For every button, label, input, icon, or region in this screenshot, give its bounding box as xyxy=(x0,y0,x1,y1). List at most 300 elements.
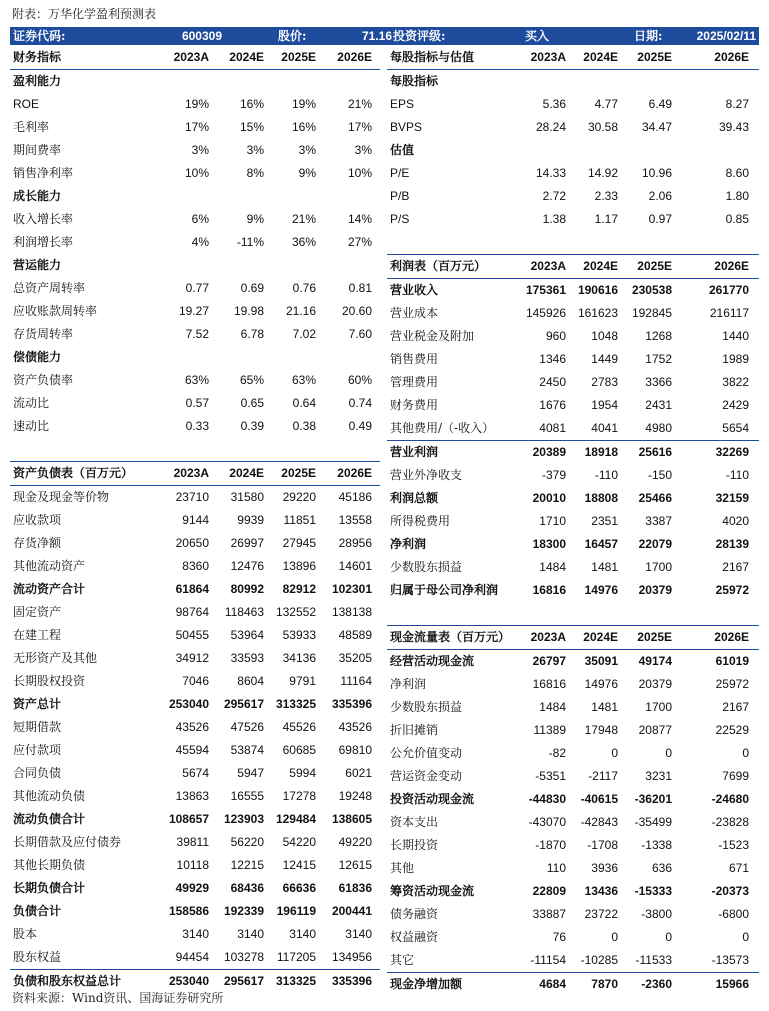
cell-value: -23828 xyxy=(711,815,749,829)
cell-value: 2025E xyxy=(637,630,672,644)
table-row xyxy=(10,438,380,461)
cell-value: 295617 xyxy=(223,974,264,988)
row-label: 收入增长率 xyxy=(13,212,74,226)
cell-value: 3822 xyxy=(722,375,749,389)
cell-value: 21.16 xyxy=(285,304,316,318)
table-row xyxy=(10,70,380,93)
row-label: 流动比 xyxy=(13,396,50,410)
cell-value: 2167 xyxy=(722,560,749,574)
header-bar xyxy=(10,27,759,45)
cell-value: 9791 xyxy=(289,674,316,688)
cell-value: -3800 xyxy=(641,907,672,921)
cell-value: 2025E xyxy=(281,50,316,64)
table-row xyxy=(387,487,759,510)
cell-value: 0.77 xyxy=(185,281,209,295)
table-row xyxy=(10,231,380,254)
cell-value: 313325 xyxy=(275,974,316,988)
cell-value: 145926 xyxy=(525,306,566,320)
cell-value: 3366 xyxy=(645,375,672,389)
cell-value: 118463 xyxy=(224,605,264,619)
cell-value: 200441 xyxy=(331,904,372,918)
cell-value: 0.38 xyxy=(292,419,316,433)
cell-value: 53964 xyxy=(230,628,264,642)
row-label: 在建工程 xyxy=(13,628,62,642)
table-header-row xyxy=(387,625,759,650)
cell-value: 0.81 xyxy=(348,281,372,295)
cell-value: 3% xyxy=(246,143,264,157)
row-label: 其他 xyxy=(390,861,415,875)
table-row xyxy=(387,788,759,811)
row-label: 所得税费用 xyxy=(390,514,451,528)
cell-value: 102301 xyxy=(331,582,372,596)
cell-value: 13863 xyxy=(175,789,209,803)
cell-value: 66636 xyxy=(282,881,316,895)
cell-value: 28139 xyxy=(715,537,749,551)
cell-value: 18808 xyxy=(584,491,618,505)
cell-value: 134956 xyxy=(331,950,372,964)
cell-value: 6.49 xyxy=(648,97,672,111)
row-label: 现金净增加额 xyxy=(390,977,463,991)
cell-value: 27% xyxy=(347,235,372,249)
cell-value: 2429 xyxy=(722,398,749,412)
table-row xyxy=(387,116,759,139)
table-row xyxy=(10,693,380,716)
cell-value: 17948 xyxy=(584,723,618,737)
table-row xyxy=(10,93,380,116)
row-label: 营业外净收支 xyxy=(390,468,463,482)
cell-value: 12415 xyxy=(282,858,316,872)
cell-value: 1268 xyxy=(645,329,672,343)
cell-value: 0.76 xyxy=(292,281,316,295)
cell-value: -1708 xyxy=(587,838,618,852)
cell-value: 295617 xyxy=(223,697,264,711)
cell-value: 138605 xyxy=(331,812,372,826)
cell-value: 2.72 xyxy=(542,189,566,203)
cell-value: 3% xyxy=(298,143,316,157)
cell-value: 19.27 xyxy=(178,304,209,318)
cell-value: 22809 xyxy=(532,884,566,898)
row-label: 利润表（百万元） xyxy=(390,259,487,273)
row-label: 少数股东损益 xyxy=(390,700,463,714)
row-label: 固定资产 xyxy=(13,605,62,619)
row-label: 权益融资 xyxy=(390,930,439,944)
cell-value: 25972 xyxy=(715,677,749,691)
cell-value: 19% xyxy=(184,97,209,111)
cell-value: 158586 xyxy=(168,904,209,918)
cell-value: 16816 xyxy=(532,583,566,597)
cell-value: -11533 xyxy=(635,953,672,967)
table-row xyxy=(10,900,380,923)
cell-value: 2351 xyxy=(591,514,618,528)
row-label: 应收账款周转率 xyxy=(13,304,98,318)
row-label: 无形资产及其他 xyxy=(13,651,98,665)
cell-value: 2783 xyxy=(591,375,618,389)
cell-value: 26997 xyxy=(230,536,264,550)
table-row xyxy=(387,533,759,556)
cell-value: 43526 xyxy=(175,720,209,734)
cell-value: 17% xyxy=(347,120,372,134)
cell-value: 13436 xyxy=(584,884,618,898)
cell-value: 4% xyxy=(191,235,209,249)
row-label: 其他长期负债 xyxy=(13,858,86,872)
cell-value: 47526 xyxy=(230,720,264,734)
cell-value: 103278 xyxy=(223,950,264,964)
table-row xyxy=(10,532,380,555)
cell-value: 335396 xyxy=(331,974,372,988)
table-header-row xyxy=(10,46,380,70)
cell-value: 4020 xyxy=(722,514,749,528)
cell-value: 253040 xyxy=(168,974,209,988)
cell-value: 0 xyxy=(611,930,618,944)
cell-value: 54220 xyxy=(282,835,316,849)
row-label: 存货周转率 xyxy=(13,327,74,341)
row-label: 毛利率 xyxy=(13,120,50,134)
cell-value: 63% xyxy=(184,373,209,387)
cell-value: 20.60 xyxy=(341,304,372,318)
cell-value: 2026E xyxy=(714,50,749,64)
cell-value: 0.74 xyxy=(348,396,372,410)
cell-value: 39.43 xyxy=(718,120,749,134)
cell-value: 21% xyxy=(347,97,372,111)
row-label: 利润总额 xyxy=(390,491,439,505)
cell-value: 0.69 xyxy=(240,281,264,295)
row-label: 营业税金及附加 xyxy=(390,329,475,343)
cell-value: 53874 xyxy=(230,743,264,757)
cell-value: 17278 xyxy=(282,789,316,803)
cell-value: 2025E xyxy=(281,466,316,480)
table-row xyxy=(387,279,759,302)
cell-value: 16% xyxy=(291,120,316,134)
cell-value: 2024E xyxy=(229,50,264,64)
cell-value: -379 xyxy=(541,468,566,482)
table-header-row xyxy=(387,254,759,279)
cell-value: 671 xyxy=(728,861,749,875)
cell-value: 49174 xyxy=(638,654,672,668)
cell-value: 2024E xyxy=(583,259,618,273)
cell-value: 6021 xyxy=(345,766,372,780)
table-row xyxy=(387,70,759,93)
cell-value: 1.80 xyxy=(725,189,749,203)
row-label: 少数股东损益 xyxy=(390,560,463,574)
cell-value: 0 xyxy=(742,746,749,760)
cell-value: 1676 xyxy=(539,398,566,412)
cell-value: 196119 xyxy=(276,904,316,918)
cell-value: 76 xyxy=(552,930,566,944)
row-label: 资产负债率 xyxy=(13,373,74,387)
cell-value: 30.58 xyxy=(587,120,618,134)
row-label: 流动资产合计 xyxy=(13,582,86,596)
row-label: 折旧摊销 xyxy=(390,723,439,737)
table-row xyxy=(387,325,759,348)
cell-value: 2024E xyxy=(583,50,618,64)
row-label: 偿债能力 xyxy=(13,350,62,364)
cell-value: 25466 xyxy=(638,491,672,505)
row-label: 销售净利率 xyxy=(13,166,74,180)
cell-value: 25616 xyxy=(638,445,672,459)
cell-value: 0 xyxy=(611,746,618,760)
row-label: 负债合计 xyxy=(13,904,62,918)
table-row xyxy=(10,415,380,438)
cell-value: 1710 xyxy=(539,514,566,528)
cell-value: -36201 xyxy=(634,792,672,806)
cell-value: 2023A xyxy=(530,630,566,644)
cell-value: 15% xyxy=(239,120,264,134)
cell-value: 33593 xyxy=(230,651,264,665)
table-row xyxy=(387,857,759,880)
cell-value: 19.98 xyxy=(233,304,264,318)
cell-value: 190616 xyxy=(577,283,618,297)
cell-value: 2025E xyxy=(637,50,672,64)
cell-value: 60685 xyxy=(282,743,316,757)
cell-value: 161623 xyxy=(577,306,618,320)
cell-value: -40615 xyxy=(580,792,618,806)
table-row xyxy=(387,579,759,602)
cell-value: 110 xyxy=(546,861,566,875)
cell-value: 1449 xyxy=(591,352,618,366)
cell-value: 1700 xyxy=(645,700,672,714)
row-label: 其它 xyxy=(390,953,415,967)
cell-value: 11851 xyxy=(283,513,316,527)
table-row xyxy=(387,650,759,673)
cell-value: 45186 xyxy=(338,490,372,504)
cell-value: 11164 xyxy=(340,674,372,688)
table-row xyxy=(387,673,759,696)
cell-value: 253040 xyxy=(168,697,209,711)
table-row xyxy=(10,854,380,877)
cell-value: 63% xyxy=(291,373,316,387)
cell-value: 16555 xyxy=(230,789,264,803)
source-note: 资料来源：Wind资讯、国海证券研究所 xyxy=(12,991,224,1005)
cell-value: 2024E xyxy=(229,466,264,480)
row-label: 现金及现金等价物 xyxy=(13,490,110,504)
cell-value: 35091 xyxy=(584,654,618,668)
row-label: 短期借款 xyxy=(13,720,62,734)
cell-value: 4041 xyxy=(591,421,618,435)
table-row xyxy=(387,208,759,231)
cell-value: 45526 xyxy=(282,720,316,734)
cell-value: 3140 xyxy=(237,927,264,941)
cell-value: 2026E xyxy=(714,259,749,273)
cell-value: 3% xyxy=(354,143,372,157)
cell-value: -11% xyxy=(236,235,264,249)
cell-value: 19248 xyxy=(338,789,372,803)
cell-value: -24680 xyxy=(711,792,749,806)
cell-value: 5654 xyxy=(722,421,749,435)
cell-value: 6.78 xyxy=(240,327,264,341)
cell-value: 2026E xyxy=(337,466,372,480)
cell-value: 2431 xyxy=(645,398,672,412)
cell-value: 39811 xyxy=(176,835,209,849)
row-label: 利润增长率 xyxy=(13,235,74,249)
row-label: 每股指标与估值 xyxy=(390,50,475,64)
table-row xyxy=(387,949,759,972)
cell-value: 31580 xyxy=(230,490,264,504)
cell-value: 23710 xyxy=(175,490,209,504)
cell-value: 82912 xyxy=(282,582,316,596)
cell-value: 4081 xyxy=(539,421,566,435)
cell-value: 5.36 xyxy=(542,97,566,111)
cell-value: 0.57 xyxy=(185,396,209,410)
cell-value: 2026E xyxy=(714,630,749,644)
cell-value: 1752 xyxy=(645,352,672,366)
table-row xyxy=(387,834,759,857)
cell-value: 20010 xyxy=(532,491,566,505)
table-row xyxy=(10,509,380,532)
table-row xyxy=(387,811,759,834)
cell-value: 14.33 xyxy=(535,166,566,180)
cell-value: 32159 xyxy=(715,491,749,505)
table-row xyxy=(387,556,759,579)
row-label: 流动负债合计 xyxy=(13,812,86,826)
row-label: 总资产周转率 xyxy=(13,281,86,295)
cell-value: 1481 xyxy=(591,560,618,574)
cell-value: 12615 xyxy=(338,858,372,872)
table-row xyxy=(10,254,380,277)
row-label: 经营活动现金流 xyxy=(390,654,475,668)
row-label: 公允价值变动 xyxy=(390,746,463,760)
cell-value: 20650 xyxy=(175,536,209,550)
cell-value: -150 xyxy=(647,468,672,482)
cell-value: 33887 xyxy=(532,907,566,921)
table-row xyxy=(10,831,380,854)
row-label: ROE xyxy=(13,97,40,111)
row-label: 投资活动现金流 xyxy=(390,792,475,806)
cell-value: 8.27 xyxy=(725,97,749,111)
table-row xyxy=(387,371,759,394)
row-label: 长期股权投资 xyxy=(13,674,86,688)
cell-value: -44830 xyxy=(528,792,566,806)
cell-value: 18300 xyxy=(532,537,566,551)
cell-value: 80992 xyxy=(230,582,264,596)
cell-value: 16% xyxy=(239,97,264,111)
cell-value: 35205 xyxy=(338,651,372,665)
cell-value: 3936 xyxy=(591,861,618,875)
row-label: 营业利润 xyxy=(390,445,439,459)
cell-value: 26797 xyxy=(532,654,566,668)
table-header-row xyxy=(10,461,380,486)
cell-value: 12215 xyxy=(230,858,264,872)
cell-value: 3140 xyxy=(289,927,316,941)
cell-value: 960 xyxy=(545,329,566,343)
cell-value: 61864 xyxy=(175,582,209,596)
rating-value: 买入 xyxy=(525,29,550,43)
cell-value: 2023A xyxy=(530,50,566,64)
cell-value: 20389 xyxy=(532,445,566,459)
table-row xyxy=(387,417,759,440)
row-label: P/S xyxy=(390,212,410,226)
cell-value: 0.85 xyxy=(725,212,749,226)
cell-value: 19% xyxy=(291,97,316,111)
cell-value: 34.47 xyxy=(641,120,672,134)
cell-value: 14976 xyxy=(584,677,618,691)
cell-value: 49929 xyxy=(175,881,209,895)
row-label: 应收款项 xyxy=(13,513,62,527)
cell-value: -13573 xyxy=(711,953,749,967)
cell-value: 216117 xyxy=(709,306,749,320)
cell-value: 22529 xyxy=(715,723,749,737)
row-label: 盈利能力 xyxy=(13,74,62,88)
row-label: 营业成本 xyxy=(390,306,439,320)
table-row xyxy=(10,486,380,509)
row-label: P/E xyxy=(390,166,410,180)
row-label: 资产负债表（百万元） xyxy=(13,466,134,480)
table-row xyxy=(10,946,380,969)
cell-value: 9% xyxy=(246,212,264,226)
cell-value: 3387 xyxy=(645,514,672,528)
table-row xyxy=(387,394,759,417)
cell-value: 2023A xyxy=(173,466,209,480)
cell-value: 16816 xyxy=(532,677,566,691)
table-row xyxy=(10,116,380,139)
cell-value: 117205 xyxy=(276,950,316,964)
table-row xyxy=(10,162,380,185)
cell-value: 138138 xyxy=(331,605,372,619)
row-label: 其他费用/（-收入） xyxy=(390,421,495,435)
price-value: 71.16 xyxy=(361,29,392,43)
row-label: 营运资金变动 xyxy=(390,769,463,783)
table-row xyxy=(387,162,759,185)
cell-value: 9% xyxy=(298,166,316,180)
cell-value: -2360 xyxy=(641,977,672,991)
cell-value: 6% xyxy=(191,212,209,226)
cell-value: 22079 xyxy=(638,537,672,551)
cell-value: 10% xyxy=(184,166,209,180)
cell-value: 230538 xyxy=(631,283,672,297)
price-label: 股价: xyxy=(278,29,307,43)
row-label: 资本支出 xyxy=(390,815,439,829)
cell-value: 61019 xyxy=(715,654,749,668)
table-row xyxy=(10,185,380,208)
cell-value: 34912 xyxy=(175,651,209,665)
cell-value: 10.96 xyxy=(641,166,672,180)
cell-value: 3140 xyxy=(345,927,372,941)
cell-value: 10% xyxy=(347,166,372,180)
cell-value: -15333 xyxy=(634,884,672,898)
cell-value: 2.33 xyxy=(594,189,618,203)
cell-value: -35499 xyxy=(634,815,672,829)
cell-value: 15966 xyxy=(715,977,749,991)
cell-value: -1338 xyxy=(641,838,672,852)
cell-value: 2024E xyxy=(583,630,618,644)
table-row xyxy=(387,926,759,949)
table-row xyxy=(10,346,380,369)
row-label: 期间费率 xyxy=(13,143,62,157)
cell-value: -20373 xyxy=(711,884,749,898)
cell-value: 3140 xyxy=(182,927,209,941)
table-row xyxy=(387,742,759,765)
table-row xyxy=(10,392,380,415)
cell-value: 7046 xyxy=(182,674,209,688)
cell-value: 0.33 xyxy=(185,419,209,433)
cell-value: 20379 xyxy=(638,583,672,597)
cell-value: 0.64 xyxy=(292,396,316,410)
cell-value: 20379 xyxy=(638,677,672,691)
table-row xyxy=(10,601,380,624)
cell-value: 108657 xyxy=(168,812,209,826)
cell-value: 18918 xyxy=(584,445,618,459)
cell-value: 36% xyxy=(291,235,316,249)
cell-value: 21% xyxy=(291,212,316,226)
cell-value: 7.52 xyxy=(185,327,209,341)
row-label: 速动比 xyxy=(13,419,50,433)
cell-value: 50455 xyxy=(175,628,209,642)
cell-value: 28956 xyxy=(338,536,372,550)
row-label: 股东权益 xyxy=(13,950,62,964)
cell-value: 7699 xyxy=(722,769,749,783)
row-label: 净利润 xyxy=(390,537,427,551)
table-row xyxy=(387,903,759,926)
row-label: 管理费用 xyxy=(390,375,439,389)
